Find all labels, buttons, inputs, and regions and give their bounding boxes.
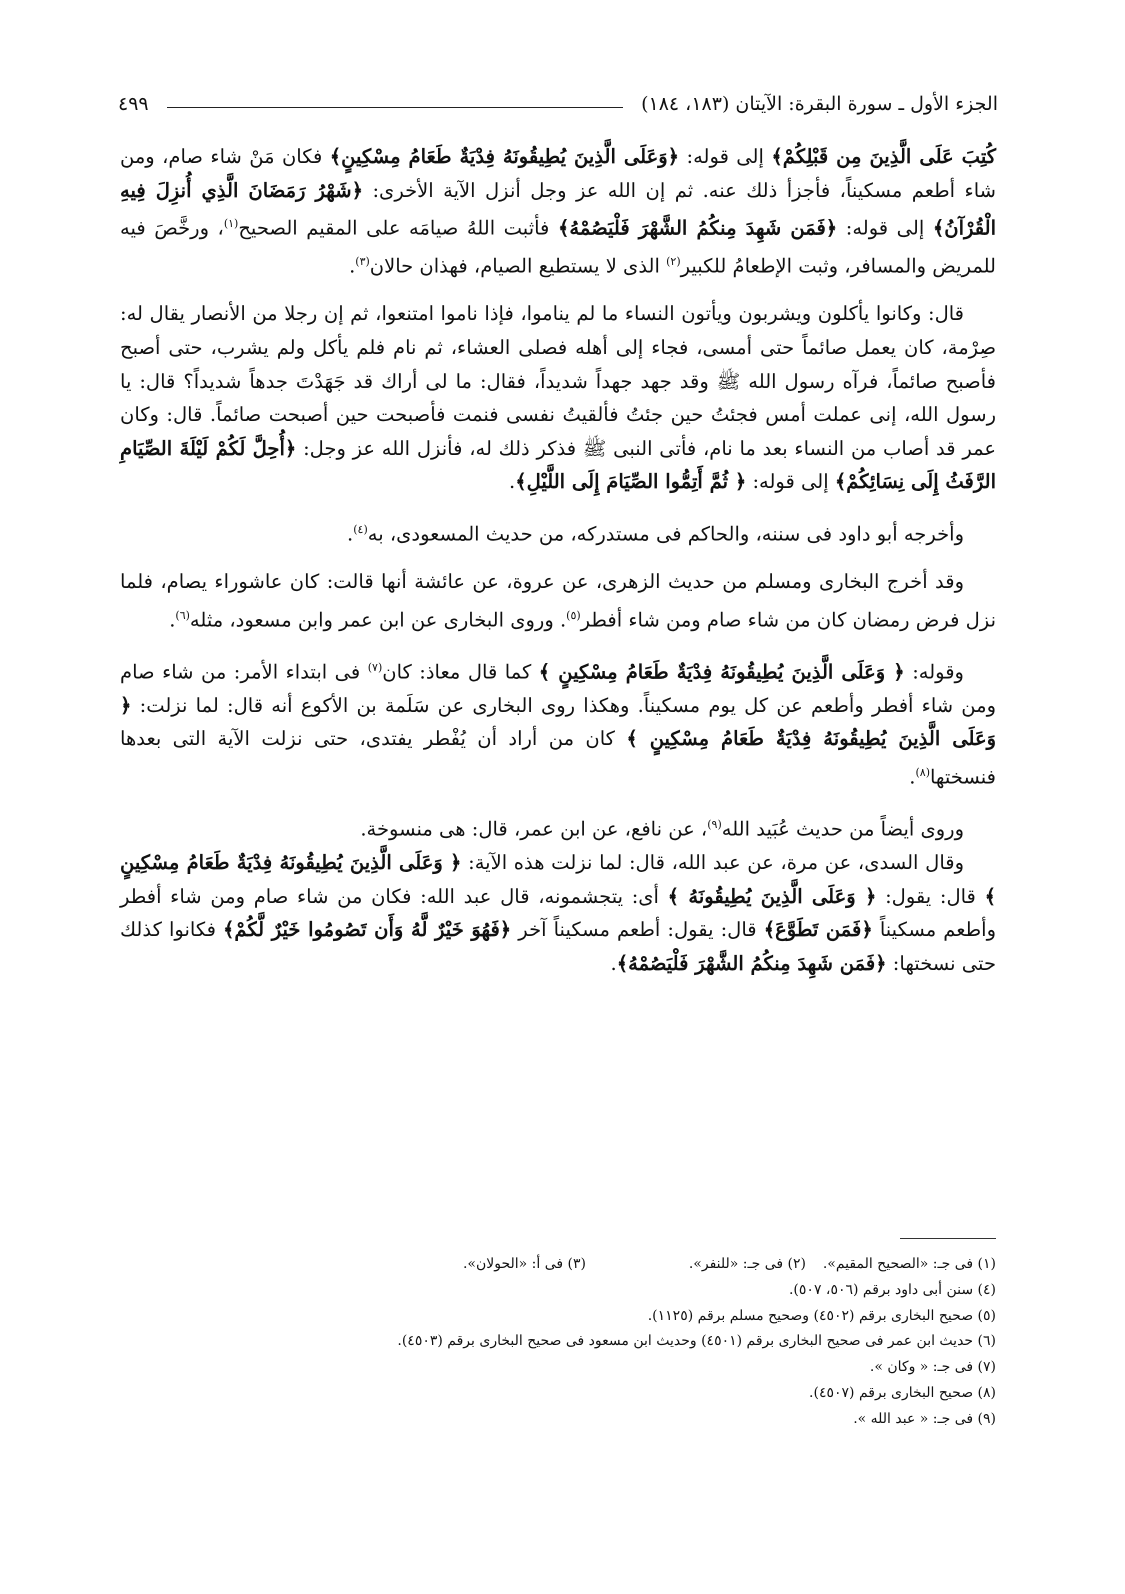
text-run: فى ابتداء الأمر: من شاء صام ومن شاء أفطر وأطعم عن كل يوم مسكيناً. وهكذا روى البخارى عن سَلَمة بن الأكوع أنه قال: لما نزلت: <box>120 660 996 717</box>
text-run: قال: وكانوا يأكلون ويشربون ويأتون النساء ما لم يناموا، فإذا ناموا امتنعوا، ثم إن رجلا من الأنصار يقال له: صِرْمة، كان يعمل صائماً حتى أمسى، فجاء إلى أهله فصلى العشاء، ثم نام فلم يأكل ولم يشرب، حتى أصبح فأصبح صائماً، فرآه رسول الله ﷺ وقد جهد جهداً شديداً، فقال: ما لى أراك قد جَهَدْتَ جدهاً شديداً؟ قال: يا رسول الله، إنى عملت أمس فجئتُ حين جئتُ فألقيتُ نفسى فنمت فأصبحت حين أصبحت صائماً. قال: وكان عمر قد أصاب من النساء بعد ما نام، فأتى النبى ﷺ فذكر ذلك له، فأنزل الله عز وجل: <box>120 302 997 460</box>
quran-quote: ﴿فَمَن شَهِدَ مِنكُمُ الشَّهْرَ فَلْيَصُمْهُ﴾ <box>557 216 838 240</box>
paragraph <box>120 565 996 637</box>
footnote-ref: (٢) <box>666 255 681 269</box>
text-run: وقد أخرج البخارى ومسلم من حديث الزهرى، عن عروة، عن عائشة أنها قالت: كان عاشوراء يصام، فلما نزل فرض رمضان كان من شاء صام ومن شاء أفطر <box>120 570 996 632</box>
running-header-title: الجزء الأول ـ سورة البقرة: الآيتان (١٨٣، ١٨٤) <box>641 93 998 115</box>
text-run: الذى لا يستطيع الصيام، فهذان حالان <box>369 254 667 278</box>
footnotes <box>120 1252 996 1433</box>
footnote-7: (٧) فى جـ: « وكان ». <box>869 1359 996 1376</box>
text-run: وروى أيضاً من حديث عُبَيد الله <box>721 817 964 841</box>
text-run: كما قال معاذ: كان <box>382 660 539 684</box>
footnote-9: (٩) فى جـ: « عبد الله ». <box>853 1410 996 1427</box>
paragraph <box>120 513 996 551</box>
text-run: كان من أراد أن يُفْطر يفتدى، حتى نزلت الآية التى بعدها فنسختها <box>120 727 996 789</box>
text-run: فأثبت اللهُ صيامَه على المقيم الصحيح <box>238 216 558 240</box>
text-run: ، ورخَّصَ فيه للمريض والمسافر، وثبت الإطعامُ للكبير <box>120 216 996 278</box>
text-run: ، عن نافع، عن ابن عمر، قال: هى منسوخة. <box>360 817 708 841</box>
footnote-ref: (٨) <box>915 766 930 779</box>
text-run: . <box>349 254 356 278</box>
text-run: . <box>347 522 354 546</box>
quran-quote: ﴿وَعَلَى الَّذِينَ يُطِيقُونَهُ فِدْيَةٌ طَعَامُ مِسْكِينٍ﴾ <box>329 145 680 168</box>
body-text <box>120 140 996 981</box>
footnote-ref: (٩) <box>707 818 722 832</box>
footnote-ref: (٧) <box>367 660 383 674</box>
paragraph <box>120 808 996 846</box>
running-header <box>118 86 998 122</box>
text-run: وأخرجه أبو داود فى سننه، والحاكم فى مستدركه، من حديث المسعودى، به <box>367 522 964 546</box>
text-run: إلى قوله: <box>746 470 835 494</box>
text-run: إلى قوله: <box>679 145 772 168</box>
text-run: . وروى البخارى عن ابن عمر وابن مسعود، مثله <box>189 608 567 632</box>
text-run: أى: يتجشمونه، قال عبد الله: فكان من شاء صام ومن شاء أفطر وأطعم مسكيناً <box>120 884 996 942</box>
text-run: فكانوا كذلك حتى نسختها: <box>120 918 996 975</box>
text-run: . <box>909 765 916 789</box>
text-run: . <box>509 470 516 494</box>
quran-quote: ﴿أُحِلَّ لَكُمْ لَيْلَةَ الصِّيَامِ الرَّفَثُ إِلَى نِسَائِكُمْ﴾ <box>120 436 996 494</box>
footnote-ref: (٦) <box>175 608 190 622</box>
quran-quote: ﴿ ثُمَّ أَتِمُّوا الصِّيَامَ إِلَى اللَّيْلِ﴾ <box>515 470 747 494</box>
footnote-ref: (٤) <box>353 522 368 536</box>
text-run: إلى قوله: <box>837 216 933 240</box>
quran-quote: ﴿فَمَن تَطَوَّعَ﴾ <box>763 918 873 942</box>
quran-quote: ﴿شَهْرُ رَمَضَانَ الَّذِي أُنزِلَ فِيهِ الْقُرْآنُ﴾ <box>120 178 996 240</box>
quran-quote: ﴿ وَعَلَى الَّذِينَ يُطِيقُونَهُ فِدْيَةٌ طَعَامُ مِسْكِينٍ ﴾ <box>538 660 905 684</box>
text-run: . <box>169 608 176 632</box>
quran-quote: ﴿فَهُوَ خَيْرٌ لَّهُ وَأَن تَصُومُوا خَيْرٌ لَّكُمْ﴾ <box>223 918 512 942</box>
footnote-ref: (١) <box>223 217 239 231</box>
text-run: قال: يقول: أطعم مسكيناً آخر <box>511 918 764 942</box>
paragraph <box>120 651 996 794</box>
footnote-separator <box>900 1238 996 1239</box>
text-run: فكان مَنْ شاء صام، ومن شاء أطعم مسكيناً، فأجزأ ذلك عنه. ثم إن الله عز وجل أنزل الآية الأخرى: <box>120 145 996 202</box>
text-run: قال: يقول: <box>876 884 985 908</box>
quran-quote: ﴿ وَعَلَى الَّذِينَ يُطِيقُونَهُ ﴾ <box>667 884 877 908</box>
footnote-ref: (٥) <box>566 608 581 622</box>
page-number: ٤٩٩ <box>118 93 149 115</box>
footnote-6: (٦) حديث ابن عمر فى صحيح البخارى برقم (٤٥٠١) وحديث ابن مسعود فى صحيح البخارى برقم (٤٥٠٣). <box>397 1333 996 1350</box>
quran-quote: ﴿ وَعَلَى الَّذِينَ يُطِيقُونَهُ فِدْيَةٌ طَعَامُ مِسْكِينٍ ﴾ <box>120 851 996 908</box>
footnote-3: (٣) فى أ: «الحولان». <box>462 1256 586 1272</box>
text-run: وقوله: <box>904 660 964 684</box>
footnote-1: (١) فى جـ: «الصحيح المقيم». <box>822 1256 996 1272</box>
footnote-ref: (٣) <box>355 255 370 269</box>
footnote-8: (٨) صحيح البخارى برقم (٤٥٠٧). <box>809 1384 996 1401</box>
footnote-4: (٤) سنن أبى داود برقم (٥٠٦، ٥٠٧). <box>788 1281 996 1298</box>
text-run: . <box>610 951 617 975</box>
quran-quote: كُتِبَ عَلَى الَّذِينَ مِن قَبْلِكُمْ﴾ <box>771 145 996 168</box>
text-run: وقال السدى، عن مرة، عن عبد الله، قال: لما نزلت هذه الآية: <box>461 851 964 875</box>
quran-quote: ﴿فَمَن شَهِدَ مِنكُمُ الشَّهْرَ فَلْيَصُمْهُ﴾ <box>616 951 887 975</box>
quran-quote: ﴿ وَعَلَى الَّذِينَ يُطِيقُونَهُ فِدْيَةٌ طَعَامُ مِسْكِينٍ ﴾ <box>120 693 996 751</box>
paragraph <box>120 846 996 980</box>
paragraph <box>120 140 996 283</box>
footnote-2: (٢) فى جـ: «للنفر». <box>688 1256 806 1272</box>
footnote-5: (٥) صحيح البخارى برقم (٤٥٠٢) وصحيح مسلم برقم (١١٢٥). <box>647 1307 996 1324</box>
header-rule <box>167 107 623 108</box>
footnote-row-1 <box>120 1252 996 1278</box>
paragraph <box>120 297 996 499</box>
